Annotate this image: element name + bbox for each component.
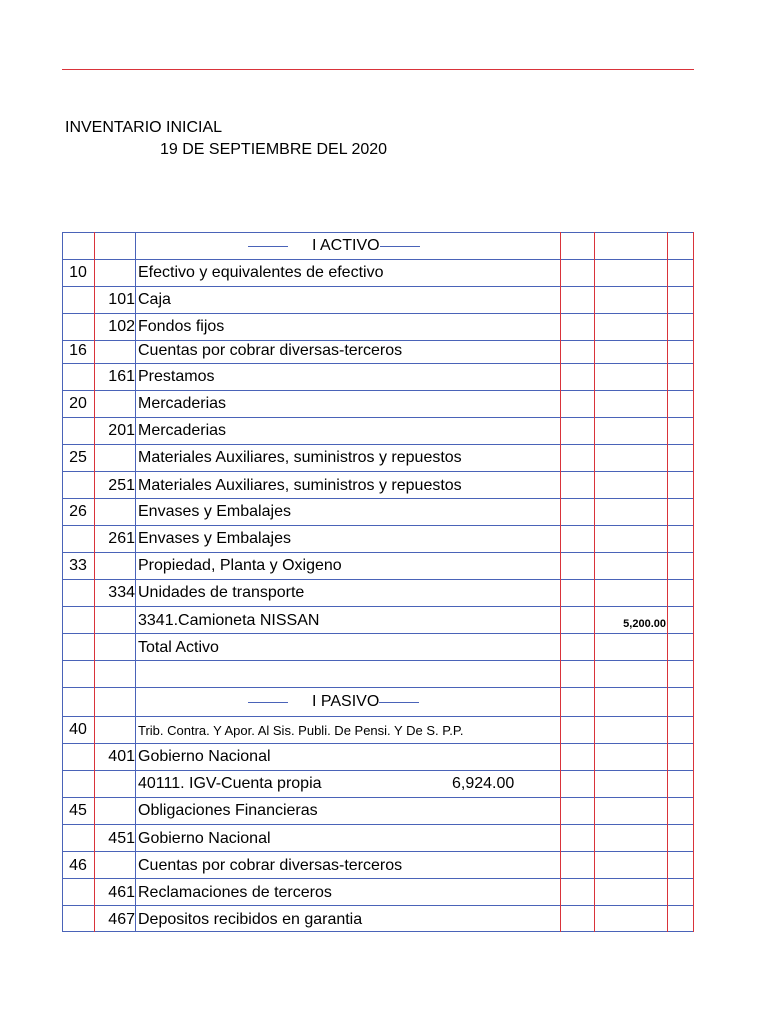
grid-line [62, 525, 694, 526]
account-description: Unidades de transporte [138, 584, 305, 601]
grid-line [62, 498, 694, 499]
subaccount-code: 467 [108, 911, 135, 928]
top-rule [62, 69, 694, 70]
grid-line [62, 633, 694, 634]
account-description: Envases y Embalajes [138, 503, 291, 520]
grid-line [62, 471, 694, 472]
account-code: 46 [69, 857, 87, 874]
account-description: Gobierno Nacional [138, 748, 271, 765]
grid-line [62, 905, 694, 906]
account-code: 10 [69, 264, 87, 281]
grid-line [62, 770, 694, 771]
grid-line [62, 552, 694, 553]
account-description: Cuentas por cobrar diversas-terceros [138, 857, 403, 874]
subaccount-code: 102 [108, 318, 135, 335]
total-activo-label: Total Activo [138, 639, 219, 656]
account-description: Depositos recibidos en garantia [138, 911, 363, 928]
grid-column-line [560, 232, 561, 932]
account-description: Materiales Auxiliares, suministros y repuestos [138, 477, 462, 494]
grid-line [62, 716, 694, 717]
subaccount-code: 461 [108, 884, 135, 901]
account-description: Cuentas por cobrar diversas-terceros [138, 342, 403, 359]
grid-line [62, 232, 694, 233]
account-description: Trib. Contra. Y Apor. Al Sis. Publi. De Pensi. Y De S. P.P. [138, 723, 464, 738]
grid-column-line [667, 232, 668, 932]
section-activo-label: I ACTIVO [312, 237, 380, 254]
account-description: 3341.Camioneta NISSAN [138, 612, 320, 629]
document-date: 19 DE SEPTIEMBRE DEL 2020 [160, 141, 388, 158]
grid-line [62, 606, 694, 607]
grid-line [62, 851, 694, 852]
grid-line [62, 286, 694, 287]
account-code: 20 [69, 395, 87, 412]
grid-column-line [594, 232, 595, 932]
grid-line [62, 824, 694, 825]
grid-line [62, 579, 694, 580]
section-dash [248, 246, 288, 247]
account-description: Caja [138, 291, 171, 308]
section-dash [380, 246, 420, 247]
account-description: Propiedad, Planta y Oxigeno [138, 557, 342, 574]
grid-line [62, 417, 694, 418]
grid-line [62, 660, 694, 661]
account-description: Materiales Auxiliares, suministros y repuestos [138, 449, 462, 466]
grid-column-line [693, 232, 694, 932]
account-description: Envases y Embalajes [138, 530, 291, 547]
account-code: 26 [69, 503, 87, 520]
account-code: 40 [69, 721, 87, 738]
grid-column-line [62, 232, 63, 932]
amount-value: 5,200.00 [623, 618, 666, 630]
grid-line [62, 444, 694, 445]
grid-line [62, 259, 694, 260]
subaccount-code: 334 [108, 584, 135, 601]
grid-line [62, 743, 694, 744]
inline-amount: 6,924.00 [452, 775, 515, 792]
subaccount-code: 251 [108, 477, 135, 494]
account-code: 45 [69, 802, 87, 819]
account-description: Reclamaciones de terceros [138, 884, 332, 901]
subaccount-code: 261 [108, 530, 135, 547]
account-description: 40111. IGV-Cuenta propia [138, 775, 322, 792]
section-pasivo-label: I PASIVO [312, 693, 380, 710]
account-description: Mercaderias [138, 395, 227, 412]
grid-column-line [94, 232, 95, 932]
grid-line [62, 878, 694, 879]
section-dash [248, 702, 288, 703]
subaccount-code: 401 [108, 748, 135, 765]
account-code: 33 [69, 557, 87, 574]
subaccount-code: 201 [108, 422, 135, 439]
document-title: INVENTARIO INICIAL [65, 119, 223, 136]
account-description: Gobierno Nacional [138, 830, 271, 847]
grid-line [62, 363, 694, 364]
grid-line [62, 797, 694, 798]
account-code: 16 [69, 342, 87, 359]
grid-column-line [135, 232, 136, 932]
section-pasivo [248, 692, 424, 712]
account-description: Mercaderias [138, 422, 227, 439]
subaccount-code: 451 [108, 830, 135, 847]
account-description: Obligaciones Financieras [138, 802, 318, 819]
subaccount-code: 101 [108, 291, 135, 308]
subaccount-code: 161 [108, 368, 135, 385]
section-dash [379, 702, 419, 703]
account-description: Efectivo y equivalentes de efectivo [138, 264, 384, 281]
account-description: Prestamos [138, 368, 215, 385]
grid-line [62, 687, 694, 688]
section-activo [248, 236, 424, 256]
grid-line [62, 313, 694, 314]
account-code: 25 [69, 449, 87, 466]
grid-line [62, 390, 694, 391]
account-description: Fondos fijos [138, 318, 225, 335]
grid-line [62, 931, 694, 932]
